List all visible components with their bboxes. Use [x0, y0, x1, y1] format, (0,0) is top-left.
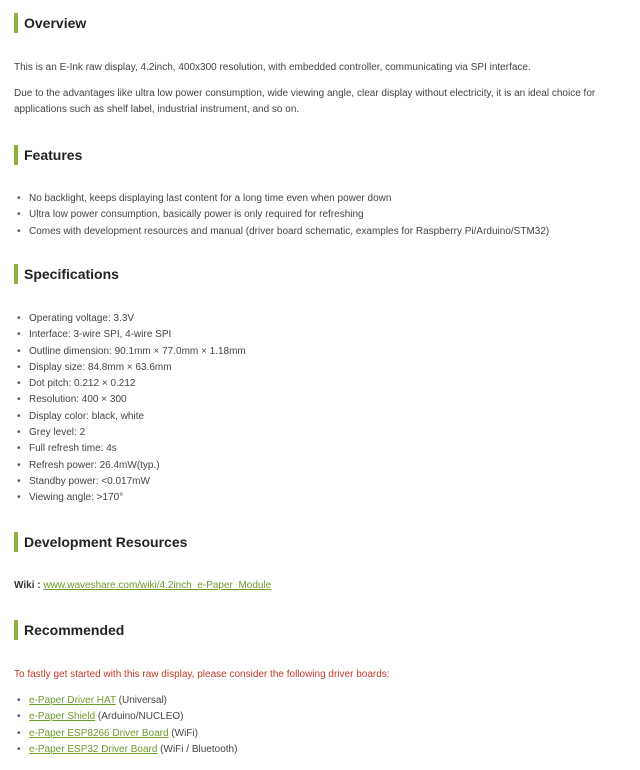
- driver-board-list: [14, 693, 237, 758]
- list-item: • Operating voltage: 3.3V: [14, 311, 246, 327]
- list-item: • Comes with development resources and manual (driver board schematic, examples for Raspberry Pi/Arduino/STM32): [14, 224, 549, 240]
- overview-heading: Overview: [14, 13, 86, 33]
- list-item: • Resolution: 400 × 300: [14, 392, 246, 408]
- recommended-heading: Recommended: [14, 620, 124, 640]
- overview-paragraph-2: Due to the advantages like ultra low power consumption, wide viewing angle, clear display without electricity, it is an ideal choice for applications such as shelf label, industrial instrument, and so on.: [14, 88, 596, 115]
- list-item: • Viewing angle: >170°: [14, 490, 246, 506]
- list-item: • Display color: black, white: [14, 409, 246, 425]
- list-item: • Full refresh time: 4s: [14, 441, 246, 457]
- list-item: [14, 726, 237, 742]
- specifications-heading: Specifications: [14, 264, 119, 284]
- features-heading: Features: [14, 145, 82, 165]
- list-item: • No backlight, keeps displaying last content for a long time even when power down: [14, 191, 549, 207]
- shield-link[interactable]: e-Paper Shield: [29, 711, 96, 723]
- list-item: • Ultra low power consumption, basically power is only required for refreshing: [14, 207, 549, 223]
- features-list: [14, 191, 549, 240]
- list-item: • Interface: 3-wire SPI, 4-wire SPI: [14, 327, 246, 343]
- esp8266-board-link[interactable]: e-Paper ESP8266 Driver Board: [29, 727, 169, 739]
- esp8266-board-note: (WiFi): [168, 727, 198, 739]
- overview-paragraph-1: This is an E-Ink raw display, 4.2inch, 400x300 resolution, with embedded controller, communicating via SPI interface.: [14, 62, 531, 73]
- resources-heading: Development Resources: [14, 532, 187, 552]
- list-item: [14, 693, 237, 709]
- list-item: [14, 709, 237, 725]
- recommended-intro: To fastly get started with this raw display, please consider the following driver boards:: [14, 669, 390, 680]
- esp32-board-link[interactable]: e-Paper ESP32 Driver Board: [29, 743, 158, 755]
- specifications-list: [14, 311, 246, 507]
- wiki-link[interactable]: www.waveshare.com/wiki/4.2inch_e-Paper_Module: [43, 580, 272, 591]
- wiki-line: [14, 578, 626, 594]
- list-item: [14, 742, 237, 758]
- list-item: • Outline dimension: 90.1mm × 77.0mm × 1.18mm: [14, 344, 246, 360]
- list-item: • Refresh power: 26.4mW(typ.): [14, 458, 246, 474]
- list-item: • Dot pitch: 0.212 × 0.212: [14, 376, 246, 392]
- list-item: • Display size: 84.8mm × 63.6mm: [14, 360, 246, 376]
- shield-note: (Arduino/NUCLEO): [95, 711, 184, 723]
- list-item: • Standby power: <0.017mW: [14, 474, 246, 490]
- driver-hat-link[interactable]: e-Paper Driver HAT: [29, 695, 116, 706]
- driver-hat-note: (Universal): [115, 695, 167, 706]
- esp32-board-note: (WiFi / Bluetooth): [157, 743, 238, 755]
- wiki-label: Wiki :: [14, 580, 41, 591]
- list-item: • Grey level: 2: [14, 425, 246, 441]
